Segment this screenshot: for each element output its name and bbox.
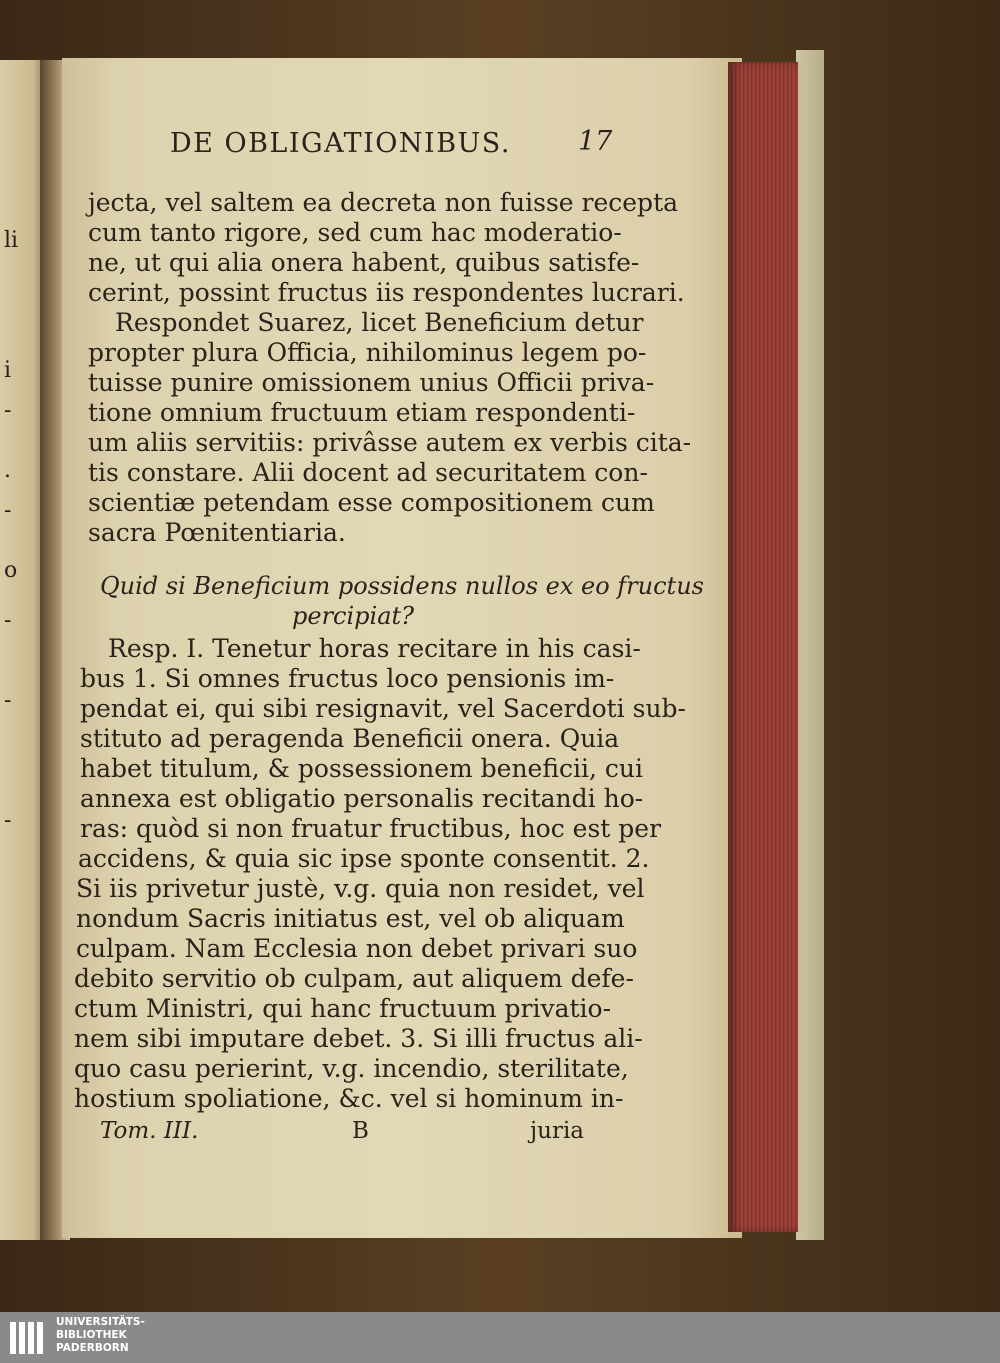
running-head: DE OBLIGATIONIBUS. [170,128,511,159]
answer-line: nondum Sacris initiatus est, vel ob aliquam [76,904,625,933]
left-mark: . [4,458,11,483]
body-line: cerint, possint fructus iis respondentes lucrari. [88,278,685,307]
logo-line: BIBLIOTHEK [56,1329,127,1341]
answer-line: annexa est obligatio personalis recitandi ho- [80,784,644,813]
left-mark: - [4,398,12,423]
left-mark: - [4,498,12,523]
left-mark: - [4,808,12,833]
answer-line: hostium spoliatione, &c. vel si hominum in- [74,1084,624,1113]
signature-mark: B [352,1118,369,1144]
body-line: tuisse punire omissionem unius Officii priva- [88,368,655,397]
logo-line: PADERBORN [56,1342,129,1354]
page-number: 17 [578,126,613,157]
red-page-edges [728,62,804,1232]
answer-line: Si iis privetur justè, v.g. quia non residet, vel [76,874,645,903]
answer-line: habet titulum, & possessionem beneficii, cui [80,754,644,783]
body-line: scientiæ petendam esse compositionem cum [88,488,655,517]
body-line: tione omnium fructuum etiam respondenti- [88,398,636,427]
answer-line: bus 1. Si omnes fructus loco pensionis im- [80,664,615,693]
body-line: Respondet Suarez, licet Beneficium detur [115,308,644,337]
answer-line: ctum Ministri, qui hanc fructuum privatio- [74,994,612,1023]
left-mark: - [4,608,12,633]
catchword: juria [530,1118,585,1144]
left-mark: o [4,558,18,583]
left-mark: - [4,688,12,713]
answer-line: accidens, & quia sic ipse sponte consentit. 2. [78,844,650,873]
library-logo-icon [8,1318,48,1358]
question-heading-cont: percipiat? [292,602,415,630]
answer-line: quo casu perierint, v.g. incendio, sterilitate, [74,1054,629,1083]
answer-line: Resp. I. Tenetur horas recitare in his casi- [108,634,641,663]
body-line: ne, ut qui alia onera habent, quibus satisfe- [88,248,640,277]
answer-line: culpam. Nam Ecclesia non debet privari suo [76,934,638,963]
body-line: tis constare. Alii docent ad securitatem con- [88,458,648,487]
answer-line: ras: quòd si non fruatur fructibus, hoc est per [80,814,662,843]
body-line: sacra Pœnitentiaria. [88,518,346,547]
question-heading: Quid si Beneficium possidens nullos ex eo fructus [100,572,704,600]
body-line: um aliis servitiis: privâsse autem ex verbis cita- [88,428,692,457]
library-logo-bar [0,1312,1000,1363]
left-mark: i [4,358,12,383]
logo-line: UNIVERSITÄTS- [56,1316,145,1328]
answer-line: debito servitio ob culpam, aut aliquem defe- [74,964,634,993]
left-mark: li [4,228,19,253]
answer-line: nem sibi imputare debet. 3. Si illi fructus ali- [74,1024,643,1053]
answer-line: pendat ei, qui sibi resignavit, vel Sacerdoti sub- [80,694,687,723]
body-line: propter plura Officia, nihilominus legem po- [88,338,647,367]
body-line: jecta, vel saltem ea decreta non fuisse recepta [88,188,679,217]
body-line: cum tanto rigore, sed cum hac moderatio- [88,218,622,247]
answer-line: stituto ad peragenda Beneficii onera. Quia [80,724,620,753]
library-logo-text [56,1316,145,1355]
volume-signature: Tom. III. [100,1118,199,1144]
